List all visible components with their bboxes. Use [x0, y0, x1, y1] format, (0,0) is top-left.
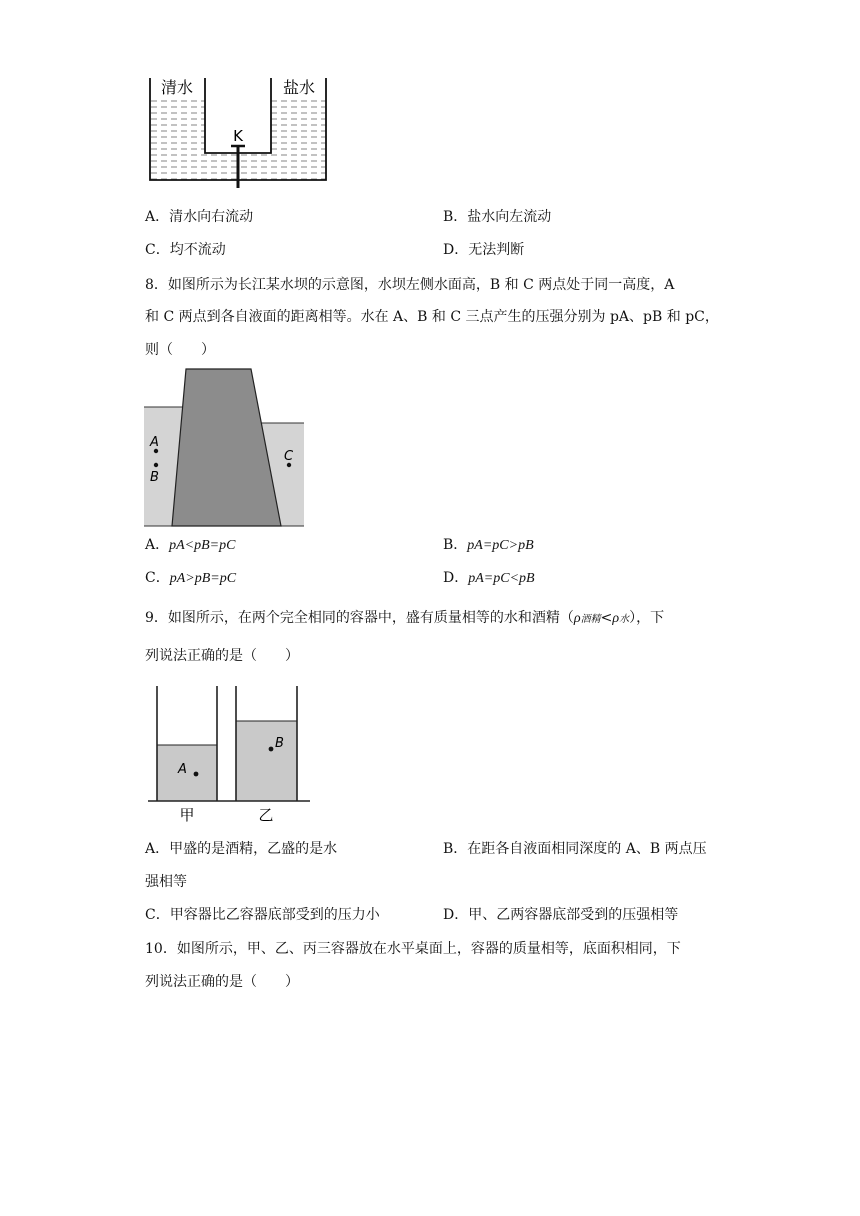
q8-dam [172, 369, 281, 526]
q8-label-a: A [150, 435, 159, 450]
q7-option-a[interactable] [145, 207, 253, 227]
q9-rho-sub-alcohol: 酒精 [580, 614, 601, 625]
q8-stem-line1: 8．如图所示为长江某水坝的示意图，水坝左侧水面高，B 和 C 两点处于同一高度，A [145, 277, 675, 293]
q9-right-liquid [236, 721, 297, 801]
q9-option-b-continuation: 强相等 [145, 874, 187, 890]
q7-option-a-letter: A． [145, 209, 170, 225]
q7-right-label: 盐水 [282, 78, 316, 97]
q8-option-d[interactable] [443, 568, 535, 589]
q8-label-b: B [150, 470, 159, 485]
q8-option-a-text: pA<pB=pC [169, 538, 236, 553]
q9-option-c[interactable] [145, 905, 380, 925]
q7-figure [140, 74, 340, 190]
q9-label-b: B [275, 736, 284, 751]
q9-point-a [194, 772, 199, 777]
q7-option-b[interactable] [443, 207, 551, 227]
q7-option-c[interactable] [145, 240, 226, 260]
q9-less-than: < [600, 610, 613, 626]
q9-caption-yi: 乙 [258, 806, 274, 824]
q9-option-c-letter: C． [145, 907, 170, 923]
q8-figure [144, 368, 304, 528]
q9-stem-line2: 列说法正确的是（ ） [145, 648, 299, 664]
q7-option-c-letter: C． [145, 242, 170, 258]
q9-option-d-letter: D． [443, 907, 469, 923]
q7-valve-label: K [233, 127, 243, 145]
q9-label-a: A [178, 762, 187, 777]
q9-left-liquid [157, 745, 217, 801]
q8-option-d-text: pA=pC<pB [468, 571, 535, 586]
q10-stem-line2: 列说法正确的是（ ） [145, 974, 299, 990]
q9-rho-sub-water: 水 [619, 614, 630, 625]
q9-option-a-letter: A． [145, 841, 170, 857]
q9-figure [144, 682, 314, 826]
q9-rho-1: ρ [573, 611, 581, 626]
q9-stem-pre: 9．如图所示，在两个完全相同的容器中，盛有质量相等的水和酒精（ [145, 610, 574, 626]
q8-stem-line2: 和 C 两点到各自液面的距离相等。水在 A、B 和 C 三点产生的压强分别为 pA、pB 和 pC， [145, 309, 719, 325]
q9-point-b [269, 747, 274, 752]
q9-stem-line1 [145, 608, 664, 630]
q9-option-c-text: 甲容器比乙容器底部受到的压力小 [169, 907, 380, 923]
q7-option-a-text: 清水向右流动 [169, 209, 254, 225]
q9-option-b-letter: B． [443, 841, 468, 857]
q7-option-d[interactable] [443, 240, 524, 260]
q8-point-b [154, 463, 158, 467]
q9-option-b[interactable] [443, 839, 707, 859]
q7-left-label: 清水 [160, 78, 194, 97]
q10-stem-line1: 10．如图所示，甲、乙、丙三容器放在水平桌面上，容器的质量相等，底面积相同，下 [145, 941, 681, 957]
q9-option-a-text: 甲盛的是酒精，乙盛的是水 [169, 841, 338, 857]
q9-option-a[interactable] [145, 839, 337, 859]
q7-option-b-letter: B． [443, 209, 468, 225]
q8-option-b-text: pA=pC>pB [467, 538, 534, 553]
q9-option-d-text: 甲、乙两容器底部受到的压强相等 [468, 907, 679, 923]
q8-stem-line3: 则（ ） [145, 342, 215, 358]
q9-option-d[interactable] [443, 905, 678, 925]
q8-option-c-letter: C． [145, 570, 170, 586]
q7-option-c-text: 均不流动 [169, 242, 226, 258]
q8-label-c: C [284, 449, 294, 464]
q7-option-d-letter: D． [443, 242, 469, 258]
q9-option-b-text: 在距各自液面相同深度的 A、B 两点压 [467, 841, 707, 857]
q8-option-a-letter: A． [145, 537, 170, 553]
q8-option-b[interactable] [443, 535, 534, 556]
q8-option-c[interactable] [145, 568, 236, 589]
q8-option-c-text: pA>pB=pC [169, 571, 237, 586]
q8-option-d-letter: D． [443, 570, 469, 586]
q8-option-b-letter: B． [443, 537, 468, 553]
q7-option-b-text: 盐水向左流动 [467, 209, 552, 225]
q9-caption-jia: 甲 [179, 806, 195, 824]
q9-stem-post: ），下 [629, 610, 665, 626]
q9-rho-2: ρ [612, 611, 620, 626]
q8-option-a[interactable] [145, 535, 235, 556]
q7-option-d-text: 无法判断 [468, 242, 525, 258]
